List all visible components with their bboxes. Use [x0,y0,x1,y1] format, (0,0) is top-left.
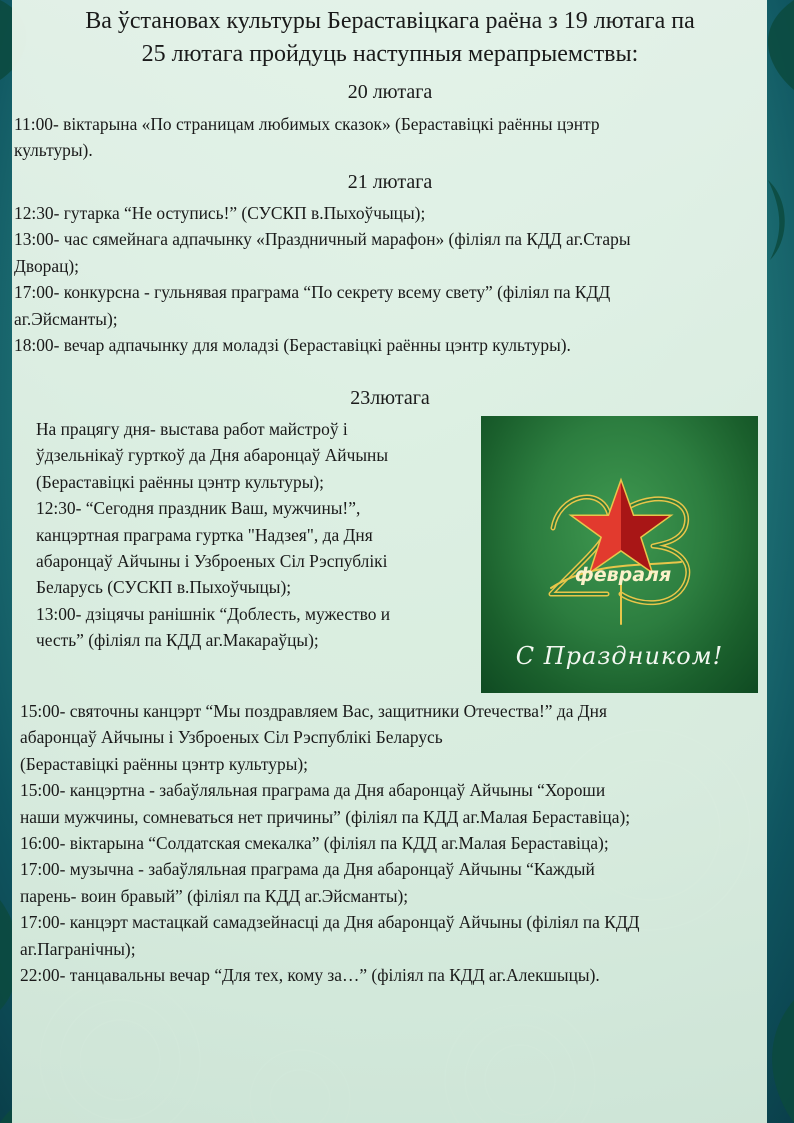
event-line: 17:00- канцэрт мастацкай самадзейнасці да Дня абаронцаў Айчыны (філіял па КДД [20,912,640,933]
event-line: Дворац); [14,255,79,276]
event-line: 13:00- дзіцячы ранішнік “Доблесть, мужество и [36,603,391,624]
event-line: 12:30- гутарка “Не оступись!” (СУСКП в.Пыхоўчыцы); [14,203,426,223]
event-line: 12:30- “Сегодня праздник Ваш, мужчины!”, [36,498,361,519]
event-line: абаронцаў Айчыны і Узброеных Сіл Рэспублікі Беларусь [20,727,443,748]
event-line: парень- воин бравый” (філіял па КДД аг.Эйсманты); [20,885,409,906]
february-23-poster [481,416,758,693]
poster-month: февраля [574,564,672,586]
event-line: ўдзельнікаў гурткоў да Дня абаронцаў Айчыны [36,445,389,466]
date-heading: 23лютага [350,387,430,409]
event-line: честь” (філіял па КДД аг.Макараўцы); [36,630,319,651]
title-line: Ва ўстановах культуры Бераставіцкага раёна з 19 лютага па [85,8,695,34]
event-line: На працягу дня- выстава работ майстроў і [36,419,348,439]
event-line: аг.Пагранічны); [20,938,136,959]
day-events [14,111,600,164]
event-line: Беларусь (СУСКП в.Пыхоўчыцы); [36,577,292,598]
day-events [14,200,631,358]
event-line: 17:00- музычна - забаўляльная праграма да Дня абаронцаў Айчыны “Каждый [20,859,595,880]
date-heading: 20 лютага [347,81,433,103]
day-events-left [36,416,390,654]
event-line: аг.Эйсманты); [14,308,118,329]
event-line: 13:00- час сямейнага адпачынку «Праздничный марафон» (філіял па КДД аг.Стары [14,229,631,250]
poster-greeting: С Праздником! [515,642,724,670]
event-line: 22:00- танцавальны вечар “Для тех, кому за…” (філіял па КДД аг.Алекшыцы). [20,964,600,985]
event-line: (Бераставіцкі раённы цэнтр культуры); [20,753,308,774]
page-title [20,5,760,71]
title-line: 25 лютага пройдуць наступныя мерапрыемствы: [141,41,639,67]
event-line: канцэртная праграма гуртка "Надзея", да Дня [36,524,373,545]
day-events-bottom [20,698,640,988]
event-line: абаронцаў Айчыны і Узброеных Сіл Рэспублікі [36,550,388,571]
event-line: наши мужчины, сомневаться нет причины” (філіял па КДД аг.Малая Бераставіца); [20,806,631,827]
event-line: (Бераставіцкі раённы цэнтр культуры); [36,471,324,492]
event-line: 18:00- вечар адпачынку для моладзі (Бераставіцкі раённы цэнтр культуры). [14,334,571,355]
event-line: 11:00- віктарына «По страницам любимых сказок» (Бераставіцкі раённы цэнтр [14,114,600,134]
event-line: культуры). [14,140,93,161]
event-line: 15:00- святочны канцэрт “Мы поздравляем Вас, защитники Отечества!” да Дня [20,701,607,721]
event-line: 16:00- віктарына “Солдатская смекалка” (філіял па КДД аг.Малая Бераставіца); [20,832,609,853]
date-heading: 21 лютага [347,171,433,193]
event-line: 15:00- канцэртна - забаўляльная праграма да Дня абаронцаў Айчыны “Хороши [20,780,606,801]
event-line: 17:00- конкурсна - гульнявая праграма “По секрету всему свету” (філіял па КДД [14,282,611,303]
